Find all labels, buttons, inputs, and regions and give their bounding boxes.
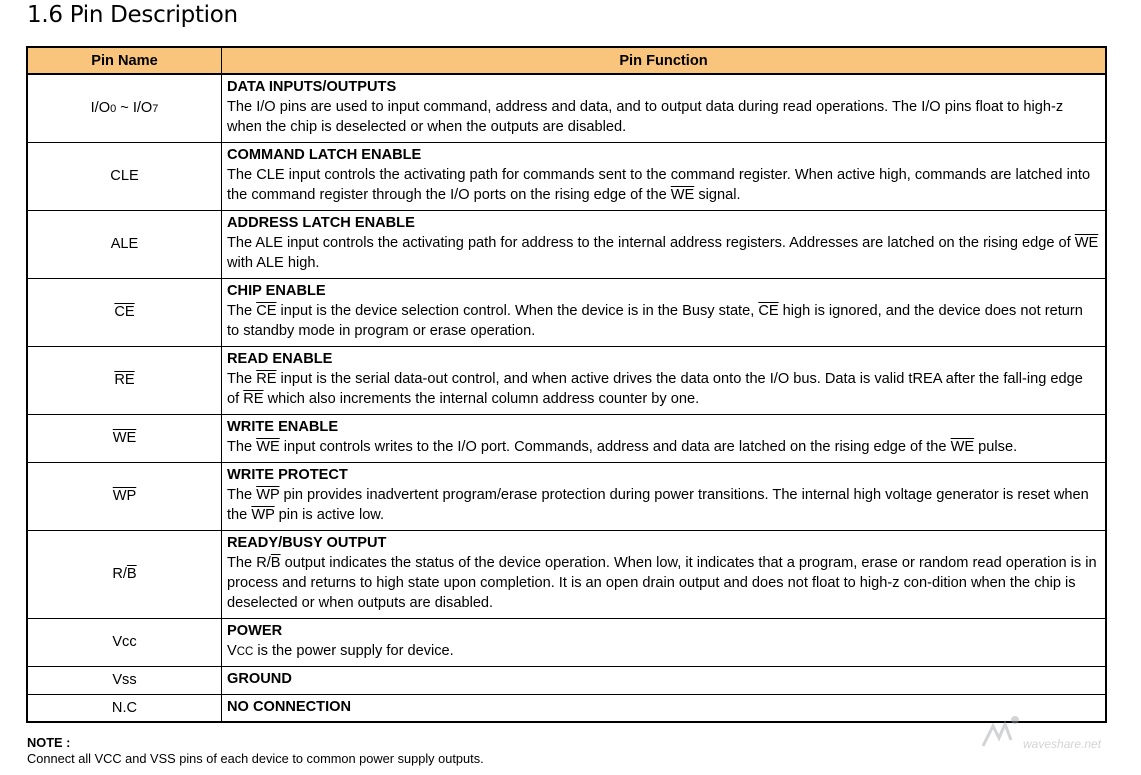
pin-function bbox=[222, 414, 1107, 462]
table-row bbox=[27, 462, 1106, 530]
table-row bbox=[27, 530, 1106, 618]
function-description: VCC is the power supply for device. bbox=[227, 642, 454, 659]
pin-function bbox=[222, 210, 1107, 278]
table-row bbox=[27, 414, 1106, 462]
pin-name-ale: ALE bbox=[27, 210, 222, 278]
pin-name-rb: $R/\overline{B}$ bbox=[27, 530, 222, 618]
function-description: The $\overline{WP}$ pin provides inadvertent program/erase protection during power transitions. The internal high voltage generator is reset when the $\overline{WP}$ pin is active low. bbox=[227, 487, 1089, 523]
function-title: GROUND bbox=[227, 671, 292, 687]
note bbox=[27, 735, 484, 767]
table-row bbox=[27, 666, 1106, 694]
function-title: CHIP ENABLE bbox=[227, 283, 326, 299]
pin-name-re: $\overline{RE}$ bbox=[27, 346, 222, 414]
note-label: NOTE : bbox=[27, 735, 71, 750]
pin-name-nc: N.C bbox=[27, 694, 222, 722]
table-header-row bbox=[27, 47, 1106, 74]
pin-function bbox=[222, 694, 1107, 722]
function-title: COMMAND LATCH ENABLE bbox=[227, 147, 422, 163]
note-text: Connect all VCC and VSS pins of each device to common power supply outputs. bbox=[27, 751, 484, 766]
section-title: 1.6 Pin Description bbox=[27, 2, 238, 28]
pin-name-ce: $\overline{CE}$ bbox=[27, 278, 222, 346]
table-row bbox=[27, 210, 1106, 278]
watermark-text: waveshare.net bbox=[1023, 737, 1102, 751]
function-title: DATA INPUTS/OUTPUTS bbox=[227, 79, 397, 96]
table-row bbox=[27, 74, 1106, 142]
watermark-logo bbox=[975, 706, 1135, 761]
pin-function bbox=[222, 142, 1107, 210]
function-description: The $R/\overline{B}$ output indicates the status of the device operation. When low, it indicates that a program, erase or random read operation is in process and returns to high state upon completion. It is an open drain output and does not float to high-z con-dition when the chip is deselected or when outputs are disabled. bbox=[227, 555, 1097, 611]
pin-function bbox=[222, 462, 1107, 530]
function-title: READ ENABLE bbox=[227, 351, 333, 367]
pin-function bbox=[222, 278, 1107, 346]
pin-name-wp: $\overline{WP}$ bbox=[27, 462, 222, 530]
function-description: The $\overline{CE}$ input is the device selection control. When the device is in the Busy state, $\overline{CE}$ high is ignored, and the device does not return to standby mode in program or erase operation. bbox=[227, 303, 1083, 339]
function-title: POWER bbox=[227, 622, 283, 639]
table-row bbox=[27, 142, 1106, 210]
pin-function bbox=[222, 618, 1107, 666]
pin-function bbox=[222, 74, 1107, 142]
pin-function bbox=[222, 346, 1107, 414]
table-row bbox=[27, 346, 1106, 414]
function-title: NO CONNECTION bbox=[227, 698, 352, 715]
pin-name-vcc: Vcc bbox=[27, 618, 222, 666]
table-row bbox=[27, 618, 1106, 666]
function-title: ADDRESS LATCH ENABLE bbox=[227, 215, 415, 231]
function-title: READY/BUSY OUTPUT bbox=[227, 535, 387, 551]
function-description: The $\overline{WE}$ input controls writes to the I/O port. Commands, address and data are latched on the rising edge of the $\overline{WE}$ pulse. bbox=[227, 439, 1018, 455]
function-description: The CLE input controls the activating path for commands sent to the command register. When active high, commands are latched into the command register through the I/O ports on the rising edge of the $\overline{WE}$ signal. bbox=[227, 167, 1091, 203]
pin-name-vss: Vss bbox=[27, 666, 222, 694]
pin-description-table bbox=[26, 46, 1107, 723]
header-pin-function: Pin Function bbox=[222, 47, 1107, 74]
pin-name-io: I/O0 ~ I/O7 bbox=[27, 74, 222, 142]
pin-name-cle: CLE bbox=[27, 142, 222, 210]
function-title: WRITE PROTECT bbox=[227, 467, 348, 483]
table-row bbox=[27, 278, 1106, 346]
table-row bbox=[27, 694, 1106, 722]
function-description: The $\overline{RE}$ input is the serial data-out control, and when active drives the data onto the I/O bus. Data is valid tREA after the fall-ing edge of $\overline{RE}$ which also increments the internal column address counter by one. bbox=[227, 371, 1083, 407]
function-description: The I/O pins are used to input command, address and data, and to output data during read operations. The I/O pins float to high-z when the chip is deselected or when the outputs are disabled. bbox=[227, 99, 1064, 136]
header-pin-name: Pin Name bbox=[27, 47, 222, 74]
pin-function bbox=[222, 666, 1107, 694]
pin-name-we: $\overline{WE}$ bbox=[27, 414, 222, 462]
function-title: WRITE ENABLE bbox=[227, 419, 339, 435]
function-description: The ALE input controls the activating path for address to the internal address registers. Addresses are latched on the rising edge of $\overline{WE}$ with ALE high. bbox=[227, 235, 1099, 271]
pin-function bbox=[222, 530, 1107, 618]
